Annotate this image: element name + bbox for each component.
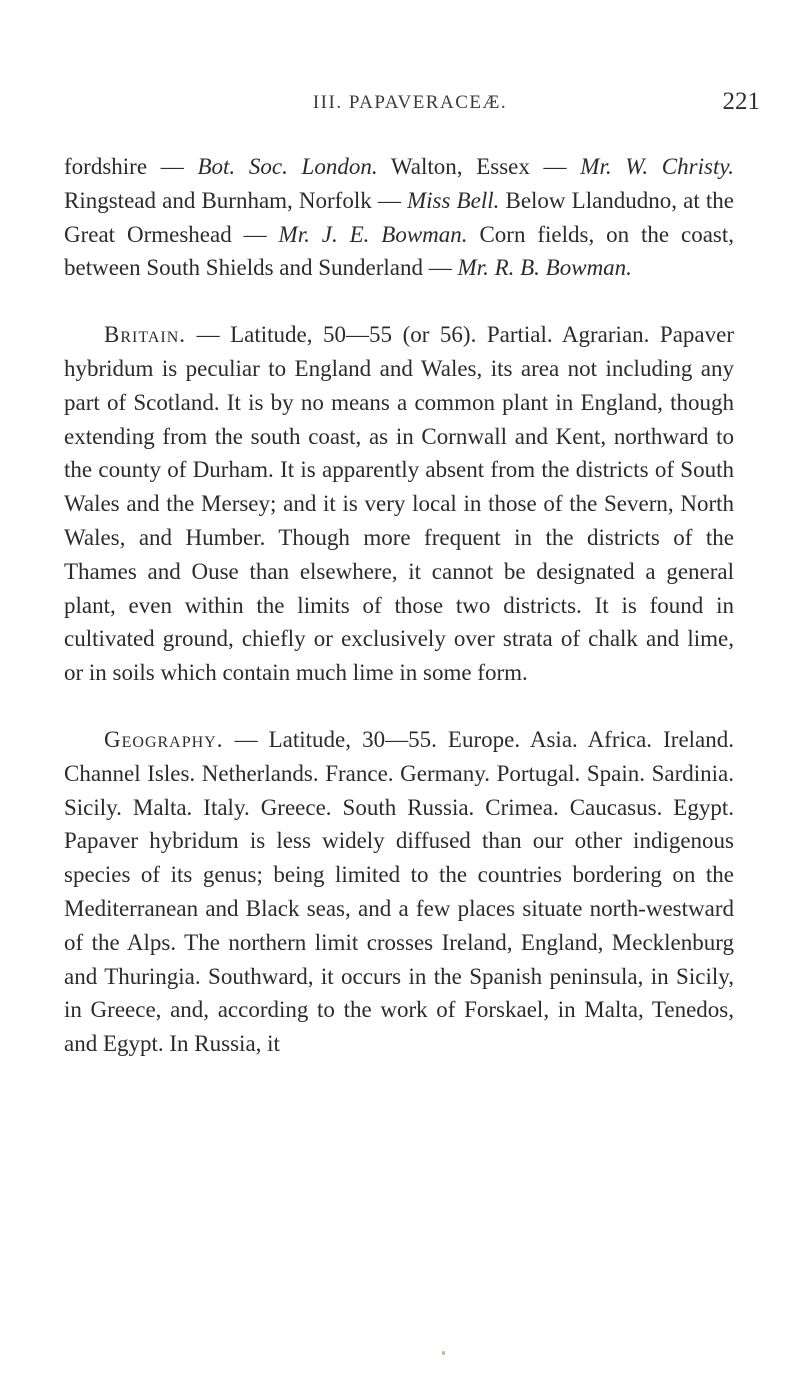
- paper-speck: [442, 1351, 445, 1355]
- locality-record-text: Corn fields, on the coast, between South Shields and Sunderland —: [64, 221, 735, 281]
- body-text: [64, 150, 734, 1061]
- chapter-title: III. PAPAVERACEÆ.: [312, 92, 508, 113]
- britain-paragraph: [64, 318, 734, 690]
- locality-record-authority: Mr. J. E. Bowman.: [278, 221, 468, 247]
- running-header: [60, 88, 760, 122]
- britain-heading: Britain.: [104, 322, 187, 348]
- localities-paragraph: [64, 150, 734, 285]
- locality-record-text: Walton, Essex —: [390, 154, 567, 179]
- locality-record-text: Below Llandudno, at the Great Ormeshead —: [64, 187, 734, 247]
- locality-record-authority: Bot. Soc. London.: [197, 154, 378, 179]
- britain-text: — Latitude, 50—55 (or 56). Partial. Agrarian. Papaver hybridum is peculiar to England and Wales, its area not including any part of Scotland. It is by no means a common plant in England, though extending from the south coast, as in Cornwall and Kent, northward to the county of Durham. It is apparently absent from the districts of South Wales and the Mersey; and it is very local in those of the Severn, North Wales, and Humber. Though more frequent in the districts of the Thames and Ouse than elsewhere, it cannot be designated a general plant, even within the limits of those two districts. It is found in cultivated ground, chiefly or exclusively over strata of chalk and lime, or in soils which contain much lime in some form.: [64, 322, 735, 686]
- locality-record-authority: Miss Bell.: [406, 187, 500, 213]
- locality-record-text: fordshire —: [64, 154, 184, 179]
- geography-paragraph: [64, 723, 734, 1061]
- locality-record-authority: Mr. R. B. Bowman.: [457, 255, 632, 281]
- geography-heading: Geography.: [104, 726, 224, 752]
- locality-record-authority: Mr. W. Christy.: [580, 154, 735, 179]
- geography-text: — Latitude, 30—55. Europe. Asia. Africa. Ireland. Channel Isles. Netherlands. France. Germany. Portugal. Spain. Sardinia. Sicily. Malta. Italy. Greece. South Russia. Crimea. Caucasus. Egypt. Papaver hybridum is less widely diffused than our other indigenous species of its genus; being limited to the countries bordering on the Mediterranean and Black seas, and a few places situate north-westward of the Alps. The northern limit crosses Ireland, England, Mecklenburg and Thuringia. Southward, it occurs in the Spanish peninsula, in Sicily, in Greece, and, according to the work of Forskael, in Malta, Tenedos, and Egypt. In Russia, it: [64, 726, 734, 1057]
- locality-record-text: Ringstead and Burnham, Norfolk —: [64, 187, 401, 213]
- page-number: 221: [722, 88, 760, 115]
